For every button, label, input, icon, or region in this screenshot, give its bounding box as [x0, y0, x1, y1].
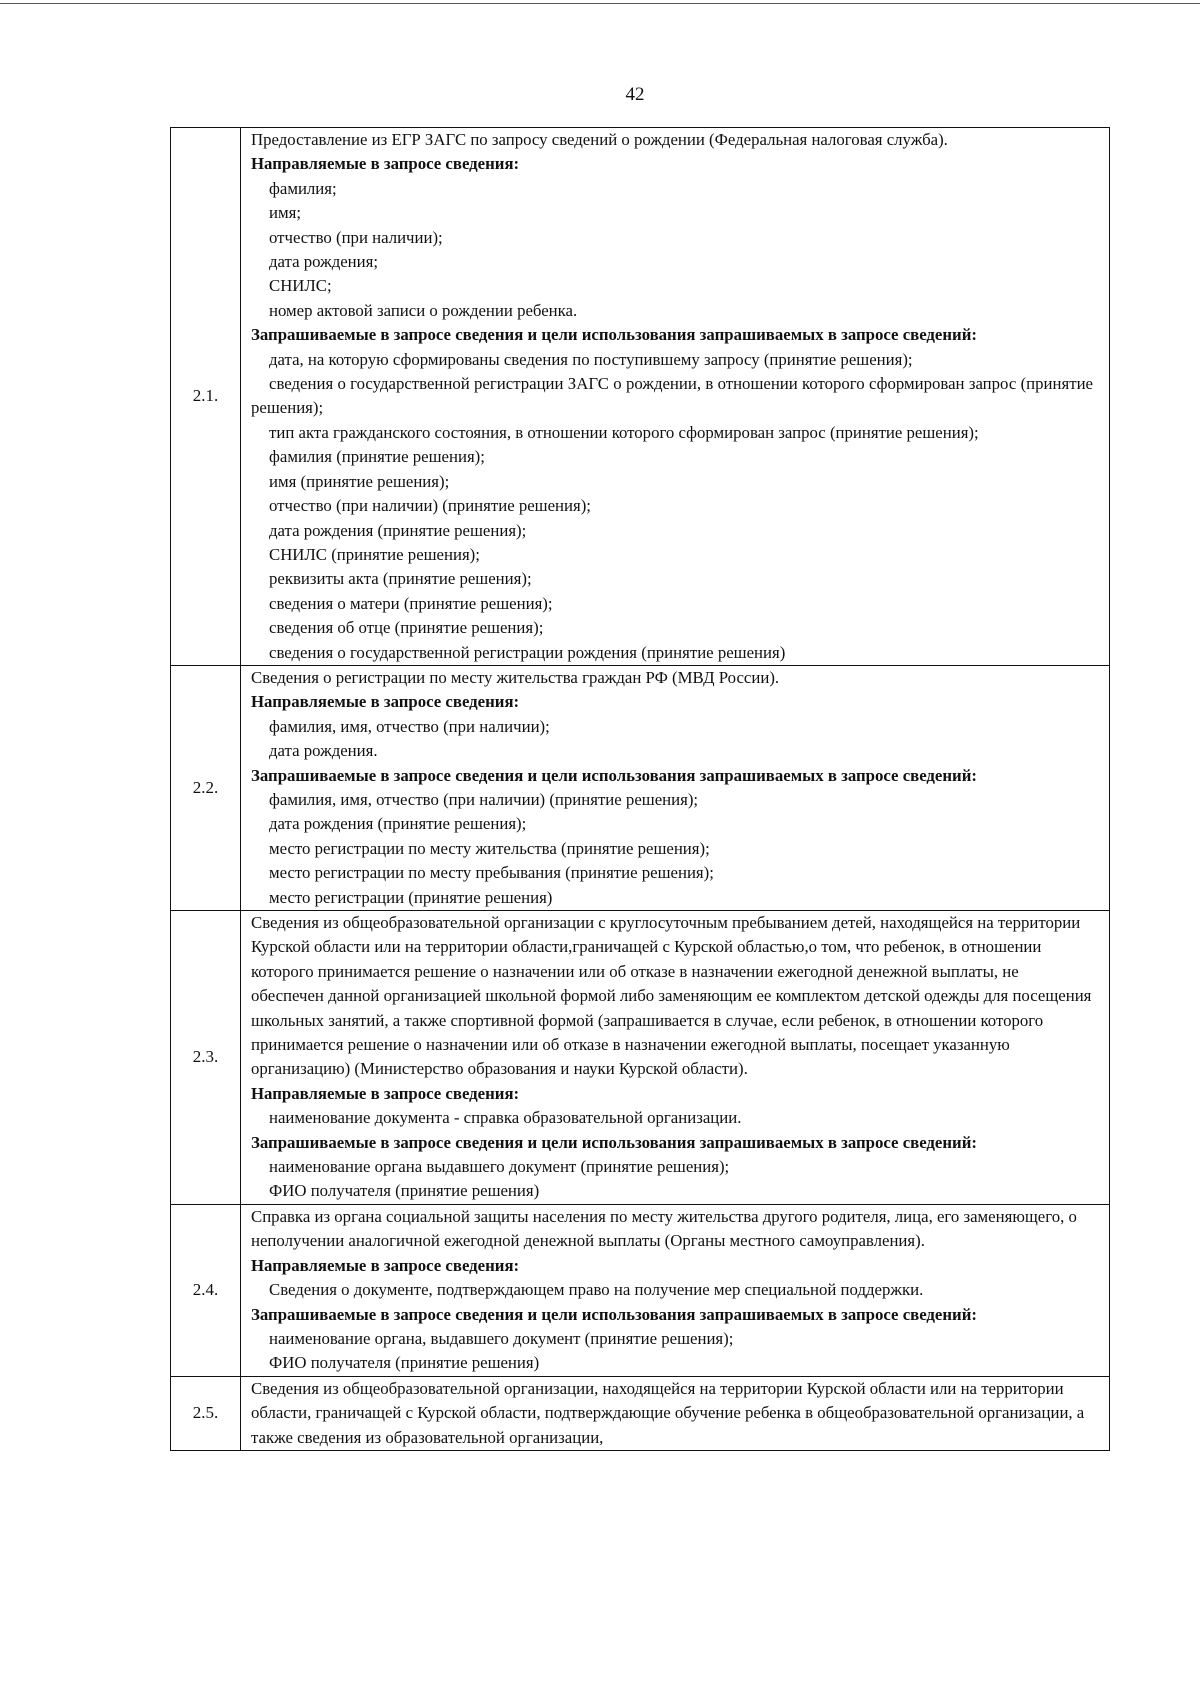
list-item: номер актовой записи о рождении ребенка. [269, 300, 578, 320]
table-row [171, 128, 1110, 666]
list-item: место регистрации (принятие решения) [269, 887, 553, 907]
list-item: фамилия, имя, отчество (при наличии) (принятие решения); [269, 789, 699, 809]
section-heading: Направляемые в запросе сведения: [251, 1255, 520, 1275]
row-number: 2.3. [171, 911, 241, 1205]
page-number: 42 [625, 84, 645, 105]
list-item: фамилия (принятие решения); [269, 447, 485, 467]
table-row [171, 1376, 1110, 1450]
table-row [171, 911, 1110, 1205]
table-row [171, 665, 1110, 910]
row-number: 2.1. [171, 128, 241, 666]
row-description: Справка из органа социальной защиты населения по месту жительства другого родителя, лица, его заменяющего, о неполучении аналогичной ежегодной денежной выплаты (Органы местного самоуправления). [251, 1206, 1077, 1251]
list-item: наименование документа - справка образовательной организации. [269, 1108, 742, 1128]
row-number: 2.5. [171, 1376, 241, 1450]
list-item: дата, на которую сформированы сведения по поступившему запросу (принятие решения); [269, 349, 913, 369]
list-item: реквизиты акта (принятие решения); [269, 569, 532, 589]
list-item: имя; [269, 203, 301, 223]
list-item: имя (принятие решения); [269, 471, 450, 491]
list-item: СНИЛС; [269, 276, 332, 296]
row-description: Сведения из общеобразовательной организации с круглосуточным пребыванием детей, находящейся на территории Курской области или на территории области,граничащей с Курской областью,о том, что ребенок, в отношении которого принимается решение о назначении или об отказе в назначении ежегодной денежной выплаты, не обеспечен данной организацией школьной формой либо заменяющим ее комплектом детской одежды для посещения школьных занятий, а также спортивной формой (запрашивается в случае, если ребенок, в отношении которого принимается решение о назначении или об отказе в назначении ежегодной выплаты, посещает указанную организацию) (Министерство образования и науки Курской области). [251, 913, 1092, 1079]
row-content [241, 128, 1110, 666]
section-heading: Направляемые в запросе сведения: [251, 1083, 520, 1103]
list-item: дата рождения; [269, 252, 379, 272]
list-item: дата рождения (принятие решения); [269, 520, 527, 540]
list-item: сведения об отце (принятие решения); [269, 618, 544, 638]
section-heading: Направляемые в запросе сведения: [251, 692, 520, 712]
row-description: Сведения о регистрации по месту жительства граждан РФ (МВД России). [251, 667, 780, 687]
row-number: 2.4. [171, 1204, 241, 1376]
requirements-table [170, 127, 1110, 1451]
section-heading: Запрашиваемые в запросе сведения и цели использования запрашиваемых в запросе сведений: [251, 325, 977, 345]
section-heading: Запрашиваемые в запросе сведения и цели использования запрашиваемых в запросе сведений: [251, 1132, 977, 1152]
row-content [241, 665, 1110, 910]
row-content [241, 1376, 1110, 1450]
table-row [171, 1204, 1110, 1376]
list-item: наименование органа выдавшего документ (принятие решения); [269, 1157, 730, 1177]
list-item: фамилия, имя, отчество (при наличии); [269, 716, 550, 736]
list-item: сведения о государственной регистрации рождения (принятие решения) [269, 642, 786, 662]
table-body [171, 128, 1110, 1451]
list-item: отчество (при наличии) (принятие решения); [269, 496, 591, 516]
list-item: тип акта гражданского состояния, в отношении которого сформирован запрос (принятие решения); [269, 422, 979, 442]
list-item: наименование органа, выдавшего документ (принятие решения); [269, 1328, 734, 1348]
top-rule [0, 3, 1200, 4]
list-item: дата рождения. [269, 741, 378, 761]
list-item: отчество (при наличии); [269, 227, 443, 247]
list-item: сведения о матери (принятие решения); [269, 593, 553, 613]
row-description: Предоставление из ЕГР ЗАГС по запросу сведений о рождении (Федеральная налоговая служба). [251, 130, 948, 149]
list-item: СНИЛС (принятие решения); [269, 544, 480, 564]
section-heading: Запрашиваемые в запросе сведения и цели использования запрашиваемых в запросе сведений: [251, 1304, 977, 1324]
row-content [241, 911, 1110, 1205]
row-number: 2.2. [171, 665, 241, 910]
list-item: место регистрации по месту пребывания (принятие решения); [269, 863, 714, 883]
list-item: фамилия; [269, 178, 337, 198]
section-heading: Направляемые в запросе сведения: [251, 154, 520, 174]
section-heading: Запрашиваемые в запросе сведения и цели использования запрашиваемых в запросе сведений: [251, 765, 977, 785]
list-item: дата рождения (принятие решения); [269, 814, 527, 834]
list-item: ФИО получателя (принятие решения) [269, 1181, 540, 1201]
list-item: Сведения о документе, подтверждающем право на получение мер специальной поддержки. [269, 1280, 924, 1300]
list-item: ФИО получателя (принятие решения) [269, 1353, 540, 1373]
list-item: место регистрации по месту жительства (принятие решения); [269, 838, 710, 858]
list-item: сведения о государственной регистрации ЗАГС о рождении, в отношении которого сформирован запрос (принятие решения); [251, 374, 1093, 418]
row-content [241, 1204, 1110, 1376]
row-description: Сведения из общеобразовательной организации, находящейся на территории Курской области или на территории области, граничащей с Курской области, подтверждающие обучение ребенка в общеобразовательной организации, а также сведения из образовательной организации, [251, 1378, 1085, 1447]
